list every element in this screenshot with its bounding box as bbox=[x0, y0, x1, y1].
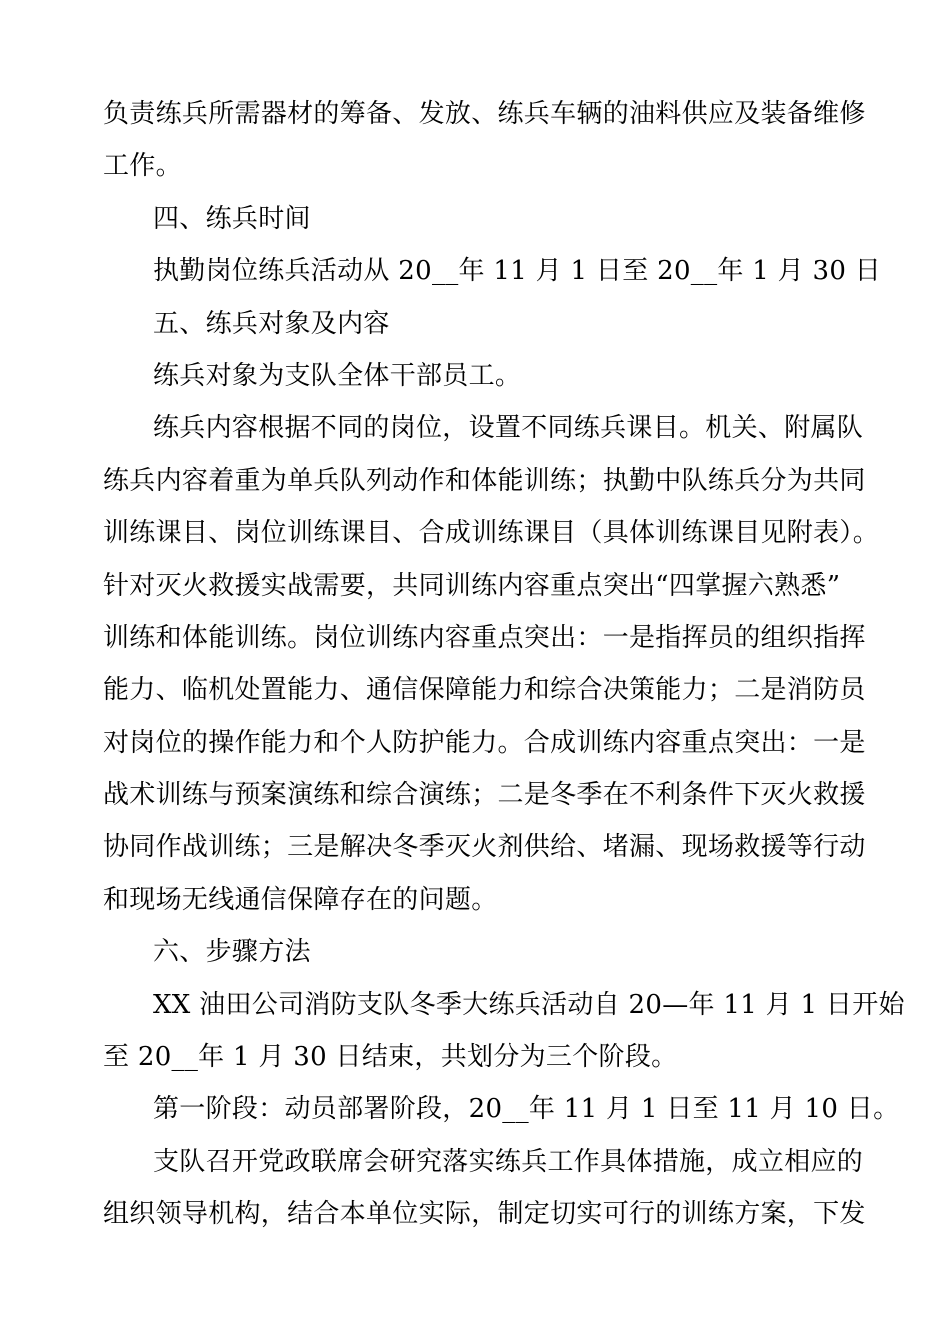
paragraph-method-intro bbox=[103, 979, 905, 1084]
paragraph-line: XX 油田公司消防支队冬季大练兵活动自 20—年 11 月 1 日开始 bbox=[153, 989, 905, 1020]
paragraph-line: 练兵内容着重为单兵队列动作和体能训练；执勤中队练兵分为共同 bbox=[103, 465, 866, 496]
paragraph-stage-one-detail bbox=[103, 1136, 866, 1241]
document-body bbox=[103, 88, 905, 1241]
paragraph-line: 五、练兵对象及内容 bbox=[153, 308, 390, 339]
paragraph-line: 第一阶段：动员部署阶段，20__年 11 月 1 日至 11 月 10 日。 bbox=[153, 1094, 900, 1125]
paragraph-line: 至 20__年 1 月 30 日结束，共划分为三个阶段。 bbox=[103, 1042, 678, 1073]
paragraph-line: 六、步骤方法 bbox=[153, 937, 311, 968]
paragraph-line: 训练和体能训练。岗位训练内容重点突出：一是指挥员的组织指挥 bbox=[103, 622, 866, 653]
paragraph-line: 组织领导机构，结合本单位实际，制定切实可行的训练方案，下发 bbox=[103, 1199, 866, 1230]
paragraph-line: 工作。 bbox=[103, 151, 182, 182]
paragraph-line: 对岗位的操作能力和个人防护能力。合成训练内容重点突出：一是 bbox=[103, 727, 866, 758]
paragraph-heading-method bbox=[103, 926, 860, 978]
paragraph-heading-time bbox=[103, 193, 860, 245]
paragraph-line: 能力、临机处置能力、通信保障能力和综合决策能力；二是消防员 bbox=[103, 675, 866, 706]
paragraph-target bbox=[103, 350, 860, 402]
paragraph-line: 执勤岗位练兵活动从 20__年 11 月 1 日至 20__年 1 月 30 日 bbox=[153, 256, 882, 287]
paragraph-line: 负责练兵所需器材的筹备、发放、练兵车辆的油料供应及装备维修 bbox=[103, 99, 866, 129]
paragraph-stage-one bbox=[103, 1083, 900, 1135]
paragraph-line: 练兵内容根据不同的岗位，设置不同练兵课目。机关、附属队 bbox=[153, 413, 864, 444]
paragraph-content bbox=[103, 402, 880, 926]
paragraph-line: 战术训练与预案演练和综合演练；二是冬季在不利条件下灭火救援 bbox=[103, 780, 866, 811]
paragraph-equipment-duty bbox=[103, 88, 866, 193]
paragraph-heading-target bbox=[103, 298, 860, 350]
paragraph-line: 训练课目、岗位训练课目、合成训练课目（具体训练课目见附表）。 bbox=[103, 518, 880, 549]
paragraph-line: 协同作战训练；三是解决冬季灭火剂供给、堵漏、现场救援等行动 bbox=[103, 832, 866, 863]
paragraph-line: 和现场无线通信保障存在的问题。 bbox=[103, 884, 498, 915]
paragraph-line: 练兵对象为支队全体干部员工。 bbox=[153, 360, 522, 391]
paragraph-time-range bbox=[103, 245, 882, 297]
paragraph-line: 支队召开党政联席会研究落实练兵工作具体措施，成立相应的 bbox=[153, 1146, 864, 1177]
paragraph-line: 针对灭火救援实战需要，共同训练内容重点突出“四掌握六熟悉” bbox=[103, 570, 841, 601]
paragraph-line: 四、练兵时间 bbox=[153, 203, 311, 234]
